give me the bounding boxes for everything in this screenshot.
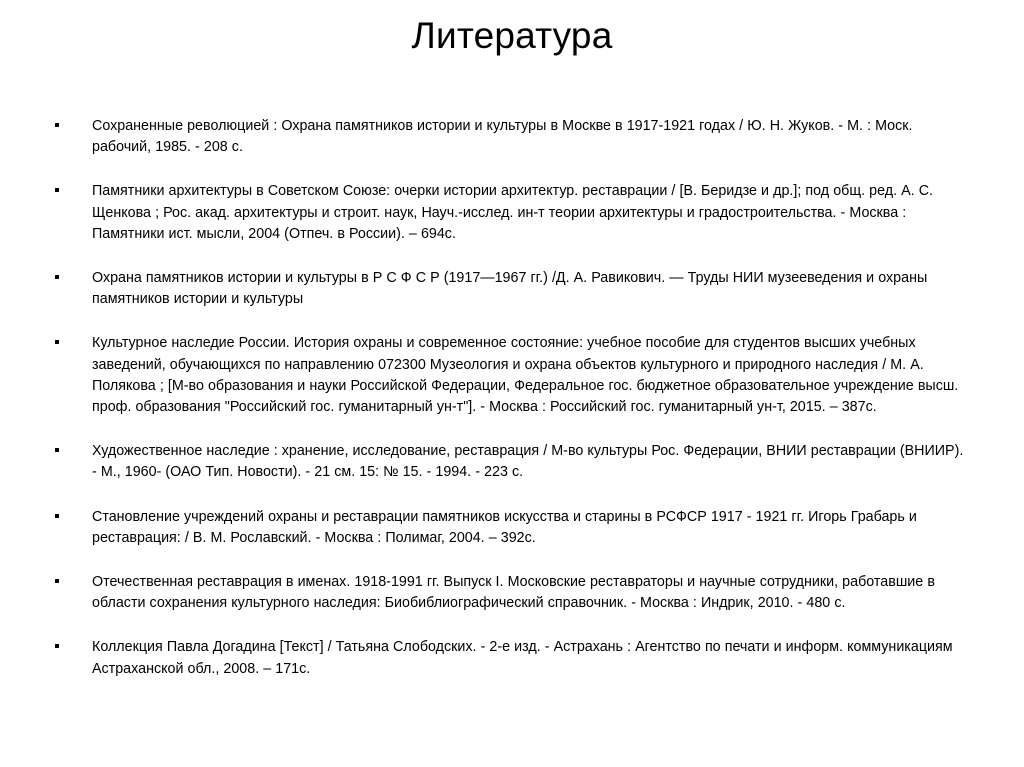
list-item-text: Становление учреждений охраны и реставрации памятников искусства и старины в РСФСР 1917 - 1921 гг. Игорь Грабарь и реставрация: / В. М. Рославский. - Москва : Полимаг, 2004. – 392с. bbox=[92, 508, 917, 546]
list-item-text: Отечественная реставрация в именах. 1918-1991 гг. Выпуск I. Московские реставраторы и научные сотрудники, работавшие в области сохранения культурного наследия: Биобиблиографический справочник. - Москва : Индрик, 2010. - 480 с. bbox=[92, 574, 935, 612]
list-item-text: Охрана памятников истории и культуры в Р С Ф С Р (1917—1967 гг.) /Д. А. Равикович. — Труды НИИ музееведения и охраны памятников истории и культуры bbox=[92, 270, 928, 308]
list-item bbox=[50, 333, 970, 418]
list-item-text: Памятники архитектуры в Советском Союзе: очерки истории архитектур. реставрации / [В. Беридзе и др.]; под общ. ред. А. С. Щенкова ; Рос. акад. архитектуры и строит. наук, Науч.-исслед. ин-т теории архитектуры и градостроительства. - Москва : Памятники ист. мысли, 2004 (Отпеч. в России). – 694с. bbox=[92, 183, 933, 242]
list-item bbox=[50, 572, 970, 614]
list-item-text: Культурное наследие России. История охраны и современное состояние: учебное пособие для студентов высших учебных заведений, обучающихся по направлению 072300 Музеология и охрана объектов культурного и природного наследия / М. А. Полякова ; [М-во образования и науки Российской Федерации, Федеральное гос. бюджетное образовательное учреждение высш. проф. образования "Российский гос. гуманитарный ун-т"]. - Москва : Российский гос. гуманитарный ун-т, 2015. – 387с. bbox=[92, 335, 959, 416]
list-item-text: Сохраненные революцией : Охрана памятников истории и культуры в Москве в 1917-1921 годах / Ю. Н. Жуков. - М. : Моск. рабочий, 1985. - 208 с. bbox=[92, 118, 913, 156]
list-item bbox=[50, 507, 970, 549]
square-bullet-icon bbox=[55, 340, 59, 344]
list-item bbox=[50, 441, 970, 483]
page-title: Литература bbox=[411, 15, 613, 56]
square-bullet-icon bbox=[55, 644, 59, 648]
square-bullet-icon bbox=[55, 123, 59, 127]
square-bullet-icon bbox=[55, 275, 59, 279]
square-bullet-icon bbox=[55, 514, 59, 518]
square-bullet-icon bbox=[55, 579, 59, 583]
list-item-text: Художественное наследие : хранение, исследование, реставрация / М-во культуры Рос. Федерации, ВНИИ реставрации (ВНИИР). - М., 1960- (ОАО Тип. Новости). - 21 см. 15: № 15. - 1994. - 223 с. bbox=[92, 443, 964, 481]
square-bullet-icon bbox=[55, 188, 59, 192]
list-item bbox=[50, 268, 970, 310]
square-bullet-icon bbox=[55, 448, 59, 452]
bibliography-list bbox=[50, 116, 970, 680]
list-item bbox=[50, 637, 970, 679]
list-item bbox=[50, 116, 970, 158]
list-item bbox=[50, 181, 970, 245]
list-item-text: Коллекция Павла Догадина [Текст] / Татьяна Слободских. - 2-е изд. - Астрахань : Агентство по печати и информ. коммуникациям Астраханской обл., 2008. – 171с. bbox=[92, 639, 953, 677]
